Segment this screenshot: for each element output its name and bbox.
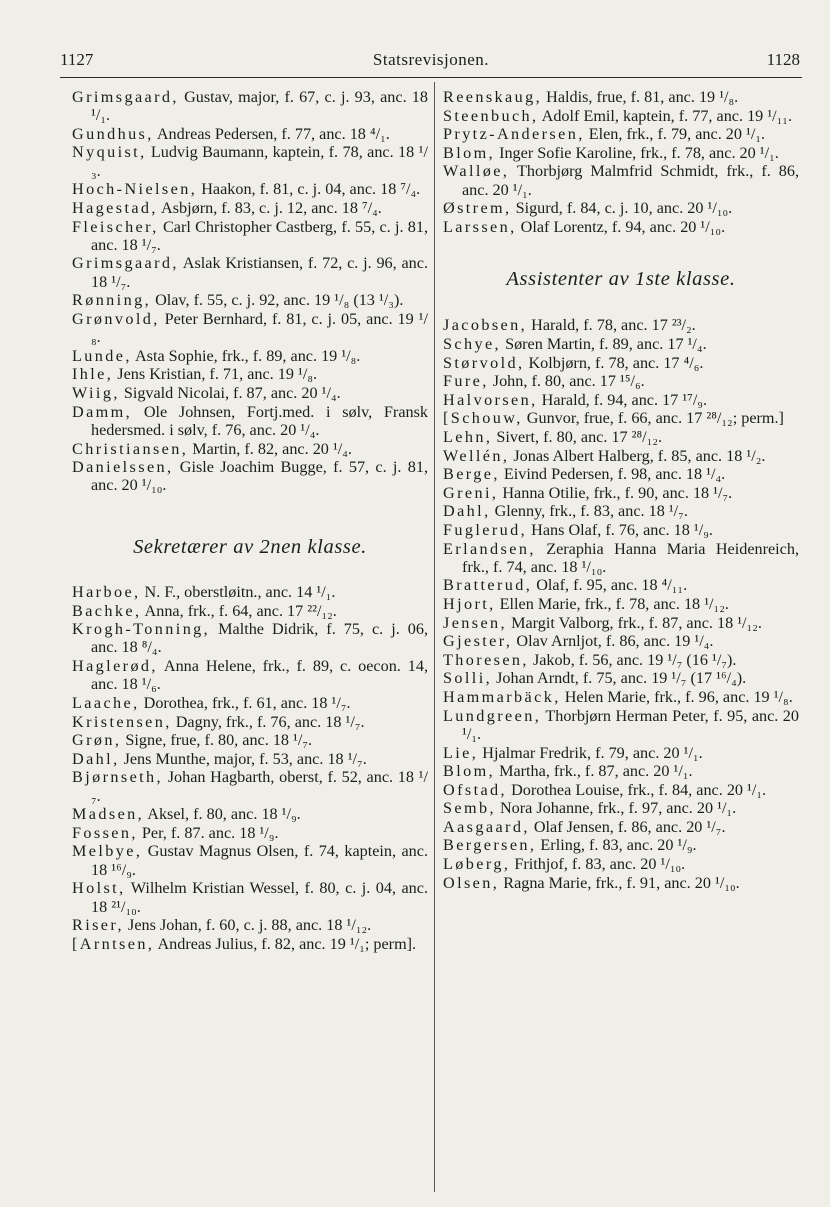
person-details: Thorbjørg Malmfrid Schmidt, frk., f. 86, anc. 20 ¹/₁. [462,162,799,199]
person-details: Hjalmar Fredrik, f. 79, anc. 20 ¹/₁. [478,743,703,762]
person-details: Ludvig Baumann, kaptein, f. 78, anc. 18 ¹/₃. [91,143,428,180]
person-details: N. F., oberstløitn., anc. 14 ¹/₁. [140,582,336,601]
person-details: Dorothea Louise, frk., f. 84, anc. 20 ¹/₁. [507,780,767,799]
person-details: Frithjof, f. 83, anc. 20 ¹/₁₀. [510,855,686,874]
person-details: Olaf, f. 95, anc. 18 ⁴/₁₁. [532,576,688,595]
person-surname: Haglerød, [72,657,158,676]
list-item [443,125,799,143]
person-details: Zeraphia Hanna Maria Heidenreich, frk., f. 74, anc. 18 ¹/₁₀. [462,539,799,576]
person-details: Dagny, frk., f. 76, anc. 18 ¹/₇. [171,712,365,731]
assistants-list [443,316,799,892]
list-item [443,144,799,162]
list-item [72,768,428,805]
header-rule [60,77,802,78]
person-details: Asta Sophie, frk., f. 89, anc. 19 ¹/₈. [131,346,361,365]
person-details: Nora Johanne, frk., f. 97, anc. 20 ¹/₁. [495,799,737,818]
list-item [443,521,799,539]
list-item [72,713,428,731]
list-item [443,707,799,744]
list-item [443,372,799,390]
list-item [443,651,799,669]
list-item [72,347,428,365]
person-details: Helen Marie, frk., f. 96, anc. 19 ¹/₈. [560,688,793,707]
right-entries [443,88,799,236]
person-details: Hanna Otilie, frk., f. 90, anc. 18 ¹/₇. [498,483,733,502]
person-details: Sigvald Nicolai, f. 87, anc. 20 ¹/₄. [119,384,341,403]
person-surname: Madsen, [72,805,145,824]
person-details: Erling, f. 83, anc. 20 ¹/₉. [536,836,697,855]
person-surname: Hoch-Nielsen, [72,180,198,199]
list-item [443,107,799,125]
person-details: Jakob, f. 56, anc. 19 ¹/₇ (16 ¹/₇). [528,650,737,669]
column-divider [434,82,435,1192]
page-number-left: 1127 [60,50,94,69]
list-item [443,632,799,650]
person-surname: Lundgreen, [443,706,542,725]
person-surname: Danielssen, [72,458,174,477]
list-item [72,916,428,934]
person-details: Olav Arnljot, f. 86, anc. 19 ¹/₄. [512,632,714,651]
person-surname: Grimsgaard, [72,254,179,273]
running-title: Statsrevisjonen. [372,50,490,69]
person-surname: Holst, [72,879,126,898]
person-details: Jens Kristian, f. 71, anc. 19 ¹/₈. [113,365,318,384]
person-surname: Bratterud, [443,576,533,595]
list-item [443,799,799,817]
list-item [72,842,428,879]
list-item [72,694,428,712]
list-item [72,620,428,657]
person-surname: Blom, [443,143,496,162]
person-surname: Grøn, [72,731,122,750]
right-column [443,88,799,892]
page-number-right: 1128 [766,50,800,69]
list-item [72,403,428,440]
person-surname: Østrem, [443,199,512,218]
list-item [72,935,428,953]
person-surname: Hammarbäck, [443,688,561,707]
person-details: Anna Helene, frk., f. 89, c. oecon. 14, anc. 18 ¹/₆. [91,657,428,694]
list-item [72,440,428,458]
person-surname: Fure, [443,372,489,391]
list-item [443,335,799,353]
person-details: Sigurd, f. 84, c. j. 10, anc. 20 ¹/₁₀. [511,199,733,218]
person-surname: Walløe, [443,162,510,181]
person-details: Asbjørn, f. 83, c. j. 12, anc. 18 ⁷/₄. [157,198,382,217]
list-item [443,409,799,427]
list-item [443,88,799,106]
person-surname: Fossen, [72,823,138,842]
section-heading-secretaries: Sekretærer av 2nen klasse. [133,535,367,558]
person-details: Gunvor, frue, f. 66, anc. 17 ²⁸/₁₂; perm.] [522,409,784,428]
list-item [72,602,428,620]
person-surname: Lie, [443,743,479,762]
person-surname: Berge, [443,465,500,484]
person-surname: Erlandsen, [443,539,536,558]
person-details: Olaf Jensen, f. 86, anc. 20 ¹/₇. [529,817,726,836]
person-surname: [Arntsen, [72,934,155,953]
person-details: Gustav Magnus Olsen, f. 74, kaptein, anc. 18 ¹⁶/₉. [91,842,428,879]
person-details: Anna, frk., f. 64, anc. 17 ²²/₁₂. [141,601,337,620]
person-surname: Fleischer, [72,217,159,236]
list-item [72,88,428,125]
person-details: Gisle Joachim Bugge, f. 57, c. j. 81, anc. 20 ¹/₁₀. [91,458,428,495]
person-details: Adolf Emil, kaptein, f. 77, anc. 19 ¹/₁₁. [538,106,792,125]
person-surname: Thoresen, [443,650,529,669]
person-details: Søren Martin, f. 89, anc. 17 ¹/₄. [501,335,707,354]
person-surname: Halvorsen, [443,390,538,409]
person-details: Haldis, frue, f. 81, anc. 19 ¹/₈. [542,88,739,106]
person-surname: Jacobsen, [443,316,528,335]
person-surname: Gjester, [443,632,513,651]
person-surname: Bjørnseth, [72,768,163,787]
person-surname: Gundhus, [72,124,154,143]
person-details: Jens Johan, f. 60, c. j. 88, anc. 18 ¹/₁₂. [123,916,372,935]
person-details: Kolbjørn, f. 78, anc. 17 ⁴/₆. [524,353,704,372]
list-item [72,125,428,143]
person-details: Signe, frue, f. 80, anc. 18 ¹/₇. [121,731,313,750]
list-item [443,391,799,409]
list-item [72,583,428,601]
person-surname: Jensen, [443,613,508,632]
person-surname: Semb, [443,799,496,818]
person-details: Jonas Albert Halberg, f. 85, anc. 18 ¹/₂. [509,446,766,465]
person-surname: Dahl, [443,502,491,521]
person-surname: Damm, [72,402,133,421]
person-details: Johan Arndt, f. 75, anc. 19 ¹/₇ (17 ¹⁶/₄). [492,669,747,688]
section-heading-assistants: Assistenter av 1ste klasse. [506,268,736,291]
person-details: Hans Olaf, f. 76, anc. 18 ¹/₉. [527,520,713,539]
person-surname: Hagestad, [72,198,158,217]
person-details: Harald, f. 78, anc. 17 ²³/₂. [527,316,696,335]
person-surname: Christiansen, [72,439,189,458]
person-surname: Solli, [443,669,493,688]
person-details: Aksel, f. 80, anc. 18 ¹/₉. [144,805,301,824]
person-surname: Reenskaug, [443,88,543,106]
list-item [443,447,799,465]
list-item [72,731,428,749]
list-item [443,855,799,873]
list-item [443,595,799,613]
person-surname: Lunde, [72,346,132,365]
person-surname: Nyquist, [72,143,147,162]
person-details: Malthe Didrik, f. 75, c. j. 06, anc. 18 ⁸/₄. [91,620,428,657]
list-item [443,614,799,632]
person-surname: Aasgaard, [443,817,530,836]
person-surname: Ofstad, [443,780,508,799]
person-surname: Blom, [443,762,496,781]
list-item [443,316,799,334]
list-item [443,354,799,372]
person-details: Margit Valborg, frk., f. 87, anc. 18 ¹/₁₂. [507,613,762,632]
person-details: Harald, f. 94, anc. 17 ¹⁷/₉. [537,390,708,409]
person-details: Aslak Kristiansen, f. 72, c. j. 96, anc. 18 ¹/₇. [91,254,428,291]
list-item [443,218,799,236]
list-item [443,162,799,199]
person-details: Sivert, f. 80, anc. 17 ²⁸/₁₂. [492,428,663,447]
list-item [72,805,428,823]
person-surname: Larssen, [443,217,517,236]
list-item [72,657,428,694]
list-item [72,824,428,842]
person-surname: Laache, [72,693,140,712]
person-details: Elen, frk., f. 79, anc. 20 ¹/₁. [584,125,766,144]
person-details: Andreas Pedersen, f. 77, anc. 18 ⁴/₁. [153,124,390,143]
person-details: Ellen Marie, frk., f. 78, anc. 18 ¹/₁₂. [495,595,729,614]
person-surname: Wiig, [72,384,120,403]
person-surname: Steenbuch, [443,106,539,125]
person-details: Andreas Julius, f. 82, anc. 19 ¹/₁; perm]. [154,934,417,953]
person-details: Thorbjørn Herman Peter, f. 95, anc. 20 ¹/₁. [462,706,799,743]
person-details: Olav, f. 55, c. j. 92, anc. 19 ¹/₈ (13 ¹/₃). [151,291,404,310]
left-column [72,88,428,953]
person-surname: Olsen, [443,873,500,892]
person-details: Per, f. 87. anc. 18 ¹/₉. [137,823,279,842]
person-surname: Schye, [443,335,502,354]
list-item [72,879,428,916]
list-item [443,836,799,854]
list-item [72,750,428,768]
person-surname: Løberg, [443,855,511,874]
person-surname: Grimsgaard, [72,88,179,106]
person-surname: Størvold, [443,353,525,372]
left-entries [72,88,428,495]
person-surname: Bergersen, [443,836,537,855]
person-surname: Riser, [72,916,124,935]
list-item [443,540,799,577]
list-item [72,365,428,383]
person-surname: Lehn, [443,428,493,447]
person-details: Olaf Lorentz, f. 94, anc. 20 ¹/₁₀. [516,217,726,236]
person-details: Gustav, major, f. 67, c. j. 93, anc. 18 ¹/₁. [91,88,428,125]
person-details: Martha, frk., f. 87, anc. 20 ¹/₁. [495,762,693,781]
person-surname: Ihle, [72,365,114,384]
person-details: Glenny, frk., f. 83, anc. 18 ¹/₇. [490,502,688,521]
person-details: Jens Munthe, major, f. 53, anc. 18 ¹/₇. [119,749,367,768]
person-details: Ole Johnsen, Fortj.med. i sølv, Fransk hedersmed. i sølv, f. 76, anc. 20 ¹/₄. [91,402,428,439]
person-surname: Fuglerud, [443,520,528,539]
person-surname: Rønning, [72,291,152,310]
list-item [443,428,799,446]
person-details: Peter Bernhard, f. 81, c. j. 05, anc. 19 ¹/₈. [91,309,428,347]
list-item [72,254,428,291]
list-item [443,781,799,799]
page-header [60,46,802,76]
list-item [443,744,799,762]
person-details: Johan Hagbarth, oberst, f. 52, anc. 18 ¹/₇. [91,768,428,805]
person-surname: Greni, [443,483,499,502]
list-item [443,688,799,706]
person-details: Martin, f. 82, anc. 20 ¹/₄. [188,439,352,458]
person-details: Haakon, f. 81, c. j. 04, anc. 18 ⁷/₄. [197,180,421,199]
list-item [72,218,428,255]
list-item [443,669,799,687]
list-item [72,384,428,402]
person-details: Dorothea, frk., f. 61, anc. 18 ¹/₇. [139,693,351,712]
list-item [443,762,799,780]
list-item [72,180,428,198]
list-item [443,502,799,520]
person-details: Ragna Marie, frk., f. 91, anc. 20 ¹/₁₀. [499,873,740,892]
person-details: Wilhelm Kristian Wessel, f. 80, c. j. 04, anc. 18 ²¹/₁₀. [91,879,428,916]
list-item [72,143,428,180]
list-item [443,465,799,483]
person-details: Inger Sofie Karoline, frk., f. 78, anc. 20 ¹/₁. [495,143,779,162]
list-item [72,199,428,217]
list-item [443,199,799,217]
list-item [443,484,799,502]
person-surname: Bachke, [72,601,142,620]
person-surname: Dahl, [72,749,120,768]
person-surname: Prytz-Andersen, [443,125,585,144]
list-item [443,818,799,836]
person-surname: Grønvold, [72,309,160,328]
list-item [72,310,428,347]
secretaries-list [72,583,428,953]
list-item [443,874,799,892]
list-item [443,576,799,594]
person-details: Eivind Pedersen, f. 98, anc. 18 ¹/₄. [499,465,726,484]
person-surname: Wellén, [443,446,510,465]
person-surname: [Schouw, [443,409,523,428]
list-item [72,458,428,495]
person-details: John, f. 80, anc. 17 ¹⁵/₆. [488,372,645,391]
person-details: Carl Christopher Castberg, f. 55, c. j. 81, anc. 18 ¹/₇. [91,217,428,254]
person-surname: Krogh-Tonning, [72,620,211,639]
list-item [72,291,428,309]
person-surname: Kristensen, [72,712,172,731]
person-surname: Hjort, [443,595,496,614]
person-surname: Melbye, [72,842,143,861]
person-surname: Harboe, [72,582,141,601]
